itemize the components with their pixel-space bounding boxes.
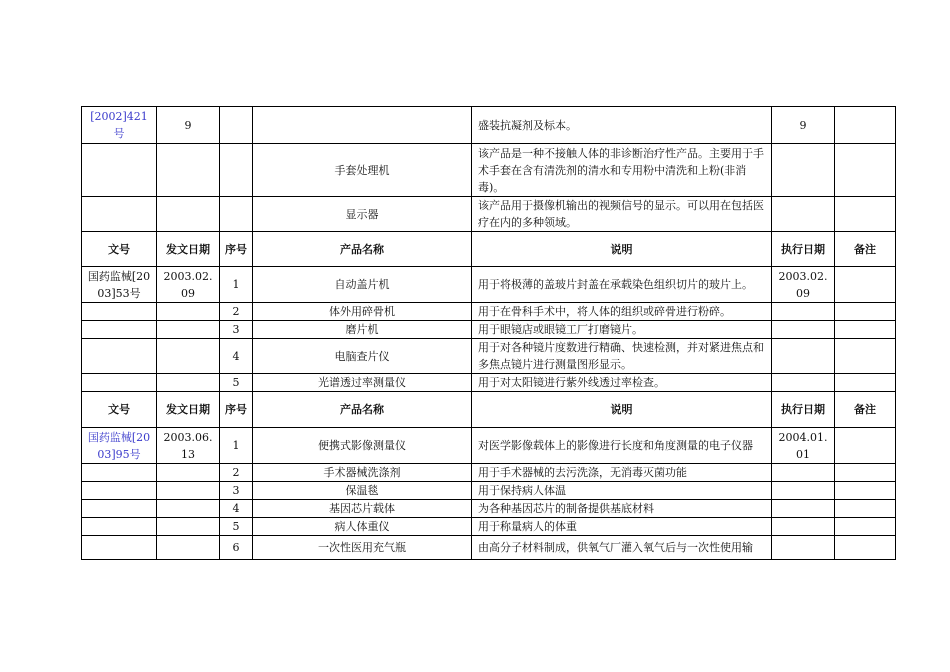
- doc-number: [82, 536, 157, 560]
- remark: [835, 536, 896, 560]
- issue-date: [157, 144, 220, 197]
- product-name: 光谱透过率测量仪: [253, 374, 472, 392]
- table-row: [82, 482, 896, 500]
- product-name: 手套处理机: [253, 144, 472, 197]
- seq-cell: [220, 107, 253, 144]
- remark: [835, 482, 896, 500]
- doc-number: [82, 374, 157, 392]
- issue-date: [157, 303, 220, 321]
- doc-number: [82, 339, 157, 374]
- exec-date: [772, 197, 835, 232]
- product-name: 基因芯片载体: [253, 500, 472, 518]
- seq-cell: [220, 197, 253, 232]
- header-remark: 备注: [835, 392, 896, 428]
- seq-cell: 3: [220, 321, 253, 339]
- table-row: [82, 321, 896, 339]
- product-name: 保温毯: [253, 482, 472, 500]
- product-name: 显示器: [253, 197, 472, 232]
- doc-number: 国药监械[2003]53号: [82, 267, 157, 303]
- description: 用于眼镜店或眼镜工厂打磨镜片。: [472, 321, 772, 339]
- header-seq: 序号: [220, 232, 253, 267]
- table-row: [82, 464, 896, 482]
- header-issue-date: 发文日期: [157, 392, 220, 428]
- issue-date: 2003.06.13: [157, 428, 220, 464]
- exec-date: [772, 536, 835, 560]
- exec-date: [772, 144, 835, 197]
- table-row: [82, 267, 896, 303]
- exec-date: [772, 374, 835, 392]
- doc-number-link[interactable]: [2002]421号: [82, 107, 157, 144]
- issue-date: 9: [157, 107, 220, 144]
- issue-date: [157, 339, 220, 374]
- doc-number: [82, 500, 157, 518]
- header-product: 产品名称: [253, 232, 472, 267]
- issue-date: [157, 197, 220, 232]
- header-remark: 备注: [835, 232, 896, 267]
- header-product: 产品名称: [253, 392, 472, 428]
- product-name: 磨片机: [253, 321, 472, 339]
- remark: [835, 500, 896, 518]
- remark: [835, 374, 896, 392]
- issue-date: [157, 482, 220, 500]
- exec-date: 9: [772, 107, 835, 144]
- description: 用于手术器械的去污洗涤，无消毒灭菌功能: [472, 464, 772, 482]
- issue-date: [157, 374, 220, 392]
- header-exec-date: 执行日期: [772, 232, 835, 267]
- exec-date: [772, 303, 835, 321]
- description: 用于在骨科手术中，将人体的组织或碎骨进行粉碎。: [472, 303, 772, 321]
- description: 该产品是一种不接触人体的非诊断治疗性产品。主要用于手术手套在含有清洗剂的清水和专用粉中清洗和上粉(非消毒)。: [472, 144, 772, 197]
- seq-cell: 1: [220, 267, 253, 303]
- table-header-row: [82, 392, 896, 428]
- doc-number: [82, 518, 157, 536]
- exec-date: [772, 482, 835, 500]
- doc-number: [82, 482, 157, 500]
- header-doc-no: 文号: [82, 232, 157, 267]
- seq-cell: 3: [220, 482, 253, 500]
- issue-date: [157, 500, 220, 518]
- description: 用于称量病人的体重: [472, 518, 772, 536]
- exec-date: [772, 518, 835, 536]
- header-exec-date: 执行日期: [772, 392, 835, 428]
- exec-date: [772, 464, 835, 482]
- description: 对医学影像载体上的影像进行长度和角度测量的电子仪器: [472, 428, 772, 464]
- seq-cell: 5: [220, 374, 253, 392]
- seq-cell: 1: [220, 428, 253, 464]
- table-row: [82, 428, 896, 464]
- exec-date: [772, 500, 835, 518]
- description: 用于将极薄的盖玻片封盖在承载染色组织切片的玻片上。: [472, 267, 772, 303]
- seq-cell: [220, 144, 253, 197]
- product-name: 一次性医用充气瓶: [253, 536, 472, 560]
- header-desc: 说明: [472, 392, 772, 428]
- seq-cell: 2: [220, 464, 253, 482]
- table-row: [82, 536, 896, 560]
- product-name: 病人体重仪: [253, 518, 472, 536]
- exec-date: 2004.01.01: [772, 428, 835, 464]
- seq-cell: 2: [220, 303, 253, 321]
- header-desc: 说明: [472, 232, 772, 267]
- description: 为各种基因芯片的制备提供基底材料: [472, 500, 772, 518]
- table-row: [82, 144, 896, 197]
- remark: [835, 428, 896, 464]
- table-row: [82, 518, 896, 536]
- remark: [835, 303, 896, 321]
- product-name: 手术器械洗涤剂: [253, 464, 472, 482]
- doc-number: [82, 321, 157, 339]
- exec-date: [772, 321, 835, 339]
- description: 盛装抗凝剂及标本。: [472, 107, 772, 144]
- description: 用于保持病人体温: [472, 482, 772, 500]
- table-row: [82, 374, 896, 392]
- issue-date: [157, 518, 220, 536]
- issue-date: [157, 321, 220, 339]
- header-doc-no: 文号: [82, 392, 157, 428]
- doc-number: [82, 303, 157, 321]
- remark: [835, 321, 896, 339]
- remark: [835, 518, 896, 536]
- issue-date: 2003.02.09: [157, 267, 220, 303]
- exec-date: 2003.02.09: [772, 267, 835, 303]
- seq-cell: 4: [220, 500, 253, 518]
- exec-date: [772, 339, 835, 374]
- doc-number: [82, 464, 157, 482]
- product-name: [253, 107, 472, 144]
- issue-date: [157, 536, 220, 560]
- description: 用于对各种镜片度数进行精确、快速检测，并对紧进焦点和多焦点镜片进行测量图形显示。: [472, 339, 772, 374]
- table-row: [82, 500, 896, 518]
- description: 由高分子材料制成，供氧气厂灌入氧气后与一次性使用输: [472, 536, 772, 560]
- seq-cell: 6: [220, 536, 253, 560]
- doc-number: [82, 144, 157, 197]
- table-row: [82, 339, 896, 374]
- header-seq: 序号: [220, 392, 253, 428]
- table-row: [82, 107, 896, 144]
- header-issue-date: 发文日期: [157, 232, 220, 267]
- doc-number: [82, 197, 157, 232]
- remark: [835, 107, 896, 144]
- product-name: 电脑查片仪: [253, 339, 472, 374]
- doc-number-link[interactable]: 国药监械[2003]95号: [82, 428, 157, 464]
- remark: [835, 464, 896, 482]
- product-name: 体外用碎骨机: [253, 303, 472, 321]
- remark: [835, 197, 896, 232]
- seq-cell: 4: [220, 339, 253, 374]
- table-row: [82, 197, 896, 232]
- remark: [835, 144, 896, 197]
- table-header-row: [82, 232, 896, 267]
- product-name: 自动盖片机: [253, 267, 472, 303]
- regulation-table: [81, 106, 896, 560]
- table-row: [82, 303, 896, 321]
- description: 该产品用于摄像机输出的视频信号的显示。可以用在包括医疗在内的多种领域。: [472, 197, 772, 232]
- product-name: 便携式影像测量仪: [253, 428, 472, 464]
- seq-cell: 5: [220, 518, 253, 536]
- remark: [835, 339, 896, 374]
- remark: [835, 267, 896, 303]
- issue-date: [157, 464, 220, 482]
- description: 用于对太阳镜进行紫外线透过率检查。: [472, 374, 772, 392]
